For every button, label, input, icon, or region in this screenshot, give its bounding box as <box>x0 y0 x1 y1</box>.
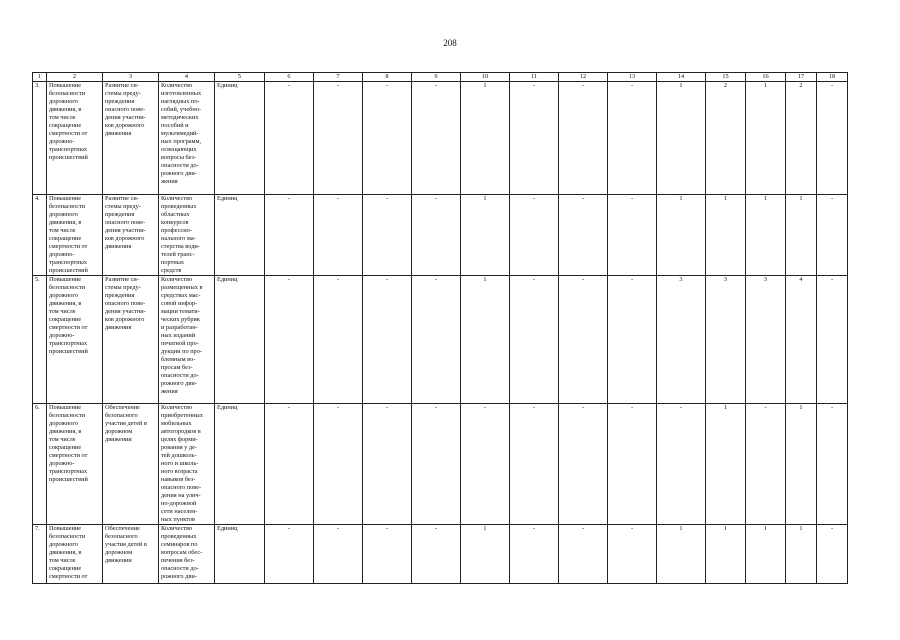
unit-cell <box>215 276 265 404</box>
task-cell <box>103 82 159 195</box>
value-cell-col-10 <box>461 276 510 404</box>
value-cell-col-12-text: - <box>581 525 585 532</box>
value-cell-col-11-text: - <box>532 276 536 283</box>
value-cell-col-17-text: 1 <box>799 195 803 202</box>
value-cell-col-16 <box>746 195 786 276</box>
value-cell-col-13 <box>608 82 657 195</box>
value-cell-col-17 <box>786 195 817 276</box>
column-header-1: 1 <box>33 73 47 82</box>
value-cell-col-17-text: 1 <box>799 525 803 532</box>
value-cell-col-7 <box>314 525 363 584</box>
indicator-cell <box>159 404 215 525</box>
value-cell-col-18-text: - <box>830 404 834 411</box>
value-cell-col-9 <box>412 195 461 276</box>
value-cell-col-15-text: 1 <box>723 404 728 411</box>
value-cell-col-14-text: 1 <box>679 195 683 202</box>
table-row <box>33 404 848 525</box>
column-header-16: 16 <box>746 73 786 82</box>
indicator-cell <box>159 195 215 276</box>
value-cell-col-6-text: - <box>287 525 291 532</box>
value-cell-col-16 <box>746 404 786 525</box>
row-number-cell <box>33 525 47 584</box>
value-cell-col-15-text: 2 <box>723 82 728 89</box>
indicator-cell-text: Количество размещенных в средствах мас- совой инфор- мации темати- ческих рубрик и разработан- ных изданий печатной про- дукции по про- блемным во- просам без- опасности до- рожного дви- жения <box>161 276 203 395</box>
value-cell-col-6 <box>265 276 314 404</box>
value-cell-col-8 <box>363 525 412 584</box>
value-cell-col-10-text: 1 <box>483 82 487 89</box>
value-cell-col-7-text: - <box>336 276 340 283</box>
unit-cell-text: Единиц <box>217 82 238 89</box>
table-row <box>33 525 848 584</box>
value-cell-col-10 <box>461 195 510 276</box>
column-header-4: 4 <box>159 73 215 82</box>
value-cell-col-11-text: - <box>532 195 536 202</box>
value-cell-col-7 <box>314 82 363 195</box>
task-cell-text: Развитие си- стемы преду- преждения опасного пове- дения участни- ков дорожного движения <box>105 195 146 250</box>
value-cell-col-6-text: - <box>287 276 291 283</box>
column-header-2: 2 <box>47 73 103 82</box>
column-header-9: 9 <box>412 73 461 82</box>
value-cell-col-13-text: - <box>630 195 634 202</box>
value-cell-col-13 <box>608 195 657 276</box>
value-cell-col-8-text: - <box>385 82 389 89</box>
value-cell-col-7 <box>314 195 363 276</box>
value-cell-col-12 <box>559 82 608 195</box>
value-cell-col-10 <box>461 525 510 584</box>
value-cell-col-6 <box>265 404 314 525</box>
value-cell-col-6-text: - <box>287 195 291 202</box>
column-header-11: 11 <box>510 73 559 82</box>
indicators-table <box>32 72 848 584</box>
value-cell-col-17 <box>786 404 817 525</box>
value-cell-col-14 <box>657 276 706 404</box>
unit-cell <box>215 525 265 584</box>
value-cell-col-15 <box>706 525 746 584</box>
value-cell-col-7-text: - <box>336 525 340 532</box>
value-cell-col-9-text: - <box>434 195 438 202</box>
value-cell-col-6 <box>265 525 314 584</box>
value-cell-col-13-text: - <box>630 276 634 283</box>
value-cell-col-16 <box>746 276 786 404</box>
goal-cell-text: Повышение безопасности дорожного движения, в том числе сокращение смертности от дорожно- транспортных происшествий <box>49 276 88 355</box>
value-cell-col-6 <box>265 82 314 195</box>
value-cell-col-12-text: - <box>581 404 585 411</box>
value-cell-col-18 <box>817 82 848 195</box>
value-cell-col-15-text: 3 <box>723 276 728 283</box>
value-cell-col-8 <box>363 82 412 195</box>
value-cell-col-13-text: - <box>630 82 634 89</box>
value-cell-col-8-text: - <box>385 525 389 532</box>
unit-cell <box>215 195 265 276</box>
indicator-cell <box>159 276 215 404</box>
task-cell-text: Обеспечение безопасного участия детей в дорожном движении <box>105 525 147 564</box>
value-cell-col-7-text: - <box>336 82 340 89</box>
value-cell-col-12 <box>559 195 608 276</box>
value-cell-col-6-text: - <box>287 82 291 89</box>
value-cell-col-9-text: - <box>434 276 438 283</box>
value-cell-col-18-text: - <box>830 195 834 202</box>
value-cell-col-18 <box>817 276 848 404</box>
column-header-6: 6 <box>265 73 314 82</box>
value-cell-col-12-text: - <box>581 276 585 283</box>
table-header-row <box>33 73 848 82</box>
unit-cell-text: Единиц <box>217 525 238 532</box>
value-cell-col-14-text: 3 <box>679 276 683 283</box>
value-cell-col-9-text: - <box>434 404 438 411</box>
value-cell-col-18 <box>817 404 848 525</box>
task-cell <box>103 195 159 276</box>
value-cell-col-16-text: 1 <box>763 82 768 89</box>
value-cell-col-10-text: - <box>483 404 487 411</box>
value-cell-col-15 <box>706 276 746 404</box>
task-cell <box>103 525 159 584</box>
value-cell-col-7-text: - <box>336 195 340 202</box>
column-header-3: 3 <box>103 73 159 82</box>
value-cell-col-17 <box>786 276 817 404</box>
value-cell-col-11 <box>510 404 559 525</box>
unit-cell-text: Единиц <box>217 276 238 283</box>
row-number-cell <box>33 82 47 195</box>
row-number-cell <box>33 195 47 276</box>
value-cell-col-14 <box>657 525 706 584</box>
column-header-7: 7 <box>314 73 363 82</box>
task-cell-text: Развитие си- стемы преду- преждения опасного пове- дения участни- ков дорожного движения <box>105 276 146 331</box>
value-cell-col-6 <box>265 195 314 276</box>
value-cell-col-14-text: 1 <box>679 82 683 89</box>
column-header-17: 17 <box>786 73 817 82</box>
column-header-10: 10 <box>461 73 510 82</box>
value-cell-col-11-text: - <box>532 404 536 411</box>
value-cell-col-15 <box>706 82 746 195</box>
value-cell-col-8 <box>363 195 412 276</box>
value-cell-col-11-text: - <box>532 525 536 532</box>
value-cell-col-14 <box>657 82 706 195</box>
value-cell-col-8-text: - <box>385 276 389 283</box>
goal-cell <box>47 404 103 525</box>
indicator-cell <box>159 82 215 195</box>
unit-cell <box>215 82 265 195</box>
value-cell-col-18 <box>817 525 848 584</box>
row-number-cell-text: 6. <box>35 404 40 411</box>
value-cell-col-11 <box>510 82 559 195</box>
goal-cell <box>47 195 103 276</box>
value-cell-col-16-text: - <box>764 404 767 411</box>
value-cell-col-8-text: - <box>385 195 389 202</box>
value-cell-col-10 <box>461 82 510 195</box>
row-number-cell-text: 5. <box>35 276 40 283</box>
value-cell-col-16 <box>746 82 786 195</box>
value-cell-col-8 <box>363 404 412 525</box>
value-cell-col-11 <box>510 525 559 584</box>
value-cell-col-10-text: 1 <box>483 525 487 532</box>
value-cell-col-12-text: - <box>581 195 585 202</box>
goal-cell-text: Повышение безопасности дорожного движения, в том числе сокращение смертности от <box>49 525 88 580</box>
value-cell-col-9-text: - <box>434 525 438 532</box>
value-cell-col-12 <box>559 404 608 525</box>
value-cell-col-14 <box>657 195 706 276</box>
value-cell-col-18 <box>817 195 848 276</box>
value-cell-col-11-text: - <box>532 82 536 89</box>
value-cell-col-11 <box>510 276 559 404</box>
value-cell-col-17 <box>786 525 817 584</box>
task-cell <box>103 276 159 404</box>
value-cell-col-8 <box>363 276 412 404</box>
value-cell-col-9 <box>412 82 461 195</box>
value-cell-col-16 <box>746 525 786 584</box>
goal-cell <box>47 82 103 195</box>
row-number-cell-text: 4. <box>35 195 40 202</box>
value-cell-col-10-text: 1 <box>483 195 487 202</box>
indicator-cell-text: Количество проведенных семинаров по вопросам обес- печения без- опасности до- рожного дви- <box>161 525 203 580</box>
value-cell-col-17-text: 1 <box>799 404 803 411</box>
value-cell-col-17 <box>786 82 817 195</box>
column-header-12: 12 <box>559 73 608 82</box>
value-cell-col-13 <box>608 276 657 404</box>
value-cell-col-7-text: - <box>336 404 340 411</box>
indicator-cell <box>159 525 215 584</box>
value-cell-col-16-text: 1 <box>763 195 768 202</box>
value-cell-col-7 <box>314 404 363 525</box>
value-cell-col-14-text: 1 <box>679 525 683 532</box>
value-cell-col-18-text: - <box>830 276 834 283</box>
column-header-18: 18 <box>817 73 848 82</box>
value-cell-col-15 <box>706 195 746 276</box>
value-cell-col-9 <box>412 276 461 404</box>
value-cell-col-10-text: 1 <box>483 276 487 283</box>
value-cell-col-14-text: - <box>679 404 683 411</box>
value-cell-col-17-text: 2 <box>799 82 803 89</box>
value-cell-col-9-text: - <box>434 82 438 89</box>
value-cell-col-12 <box>559 276 608 404</box>
goal-cell-text: Повышение безопасности дорожного движения, в том числе сокращение смертности от дорожно- транспортных происшествий <box>49 82 88 161</box>
table-row <box>33 82 848 195</box>
task-cell-text: Развитие си- стемы преду- преждения опасного пове- дения участни- ков дорожного движения <box>105 82 146 137</box>
column-header-8: 8 <box>363 73 412 82</box>
value-cell-col-14 <box>657 404 706 525</box>
column-header-13: 13 <box>608 73 657 82</box>
value-cell-col-13 <box>608 525 657 584</box>
task-cell <box>103 404 159 525</box>
value-cell-col-9 <box>412 525 461 584</box>
task-cell-text: Обеспечение безопасного участия детей в дорожном движении <box>105 404 147 443</box>
value-cell-col-7 <box>314 276 363 404</box>
value-cell-col-15-text: 1 <box>723 195 728 202</box>
unit-cell-text: Единиц <box>217 404 238 411</box>
value-cell-col-16-text: 1 <box>763 525 768 532</box>
unit-cell <box>215 404 265 525</box>
column-header-15: 15 <box>706 73 746 82</box>
indicator-cell-text: Количество приобретенных мобильных автогородков в целях форми- рования у де- тей дошколь- ного и школь- ного возраста навыков без- опасного пове- дения на улич- но-дорожной сети населен- ных пунктов <box>161 404 203 523</box>
value-cell-col-15 <box>706 404 746 525</box>
table-row <box>33 276 848 404</box>
column-header-14: 14 <box>657 73 706 82</box>
row-number-cell <box>33 404 47 525</box>
goal-cell-text: Повышение безопасности дорожного движения, в том числе сокращение смертности от дорожно- транспортных происшествий <box>49 404 88 483</box>
indicator-cell-text: Количество проведенных областных конкурсов профессио- нального ма- стерства води- телей транс- портных средств <box>161 195 200 274</box>
value-cell-col-13 <box>608 404 657 525</box>
unit-cell-text: Единиц <box>217 195 238 202</box>
value-cell-col-16-text: 3 <box>763 276 768 283</box>
row-number-cell <box>33 276 47 404</box>
goal-cell-text: Повышение безопасности дорожного движения, в том числе сокращение смертности от дорожно- транспортных происшествий <box>49 195 88 274</box>
row-number-cell-text: 3. <box>35 82 40 89</box>
value-cell-col-12 <box>559 525 608 584</box>
value-cell-col-18-text: - <box>830 525 834 532</box>
value-cell-col-13-text: - <box>630 525 634 532</box>
indicator-cell-text: Количество изготовленных наглядных по- собий, учебно- методических пособий и мультимедий- ных программ, освещающих вопросы без- опасности до- рожного дви- жения <box>161 82 202 185</box>
value-cell-col-13-text: - <box>630 404 634 411</box>
value-cell-col-17-text: 4 <box>799 276 803 283</box>
value-cell-col-10 <box>461 404 510 525</box>
value-cell-col-6-text: - <box>287 404 291 411</box>
page-number: 208 <box>443 38 457 48</box>
goal-cell <box>47 276 103 404</box>
value-cell-col-8-text: - <box>385 404 389 411</box>
row-number-cell-text: 7. <box>35 525 40 532</box>
column-header-5: 5 <box>215 73 265 82</box>
value-cell-col-15-text: 1 <box>723 525 728 532</box>
value-cell-col-18-text: - <box>830 82 834 89</box>
table-row <box>33 195 848 276</box>
goal-cell <box>47 525 103 584</box>
value-cell-col-12-text: - <box>581 82 585 89</box>
value-cell-col-9 <box>412 404 461 525</box>
value-cell-col-11 <box>510 195 559 276</box>
